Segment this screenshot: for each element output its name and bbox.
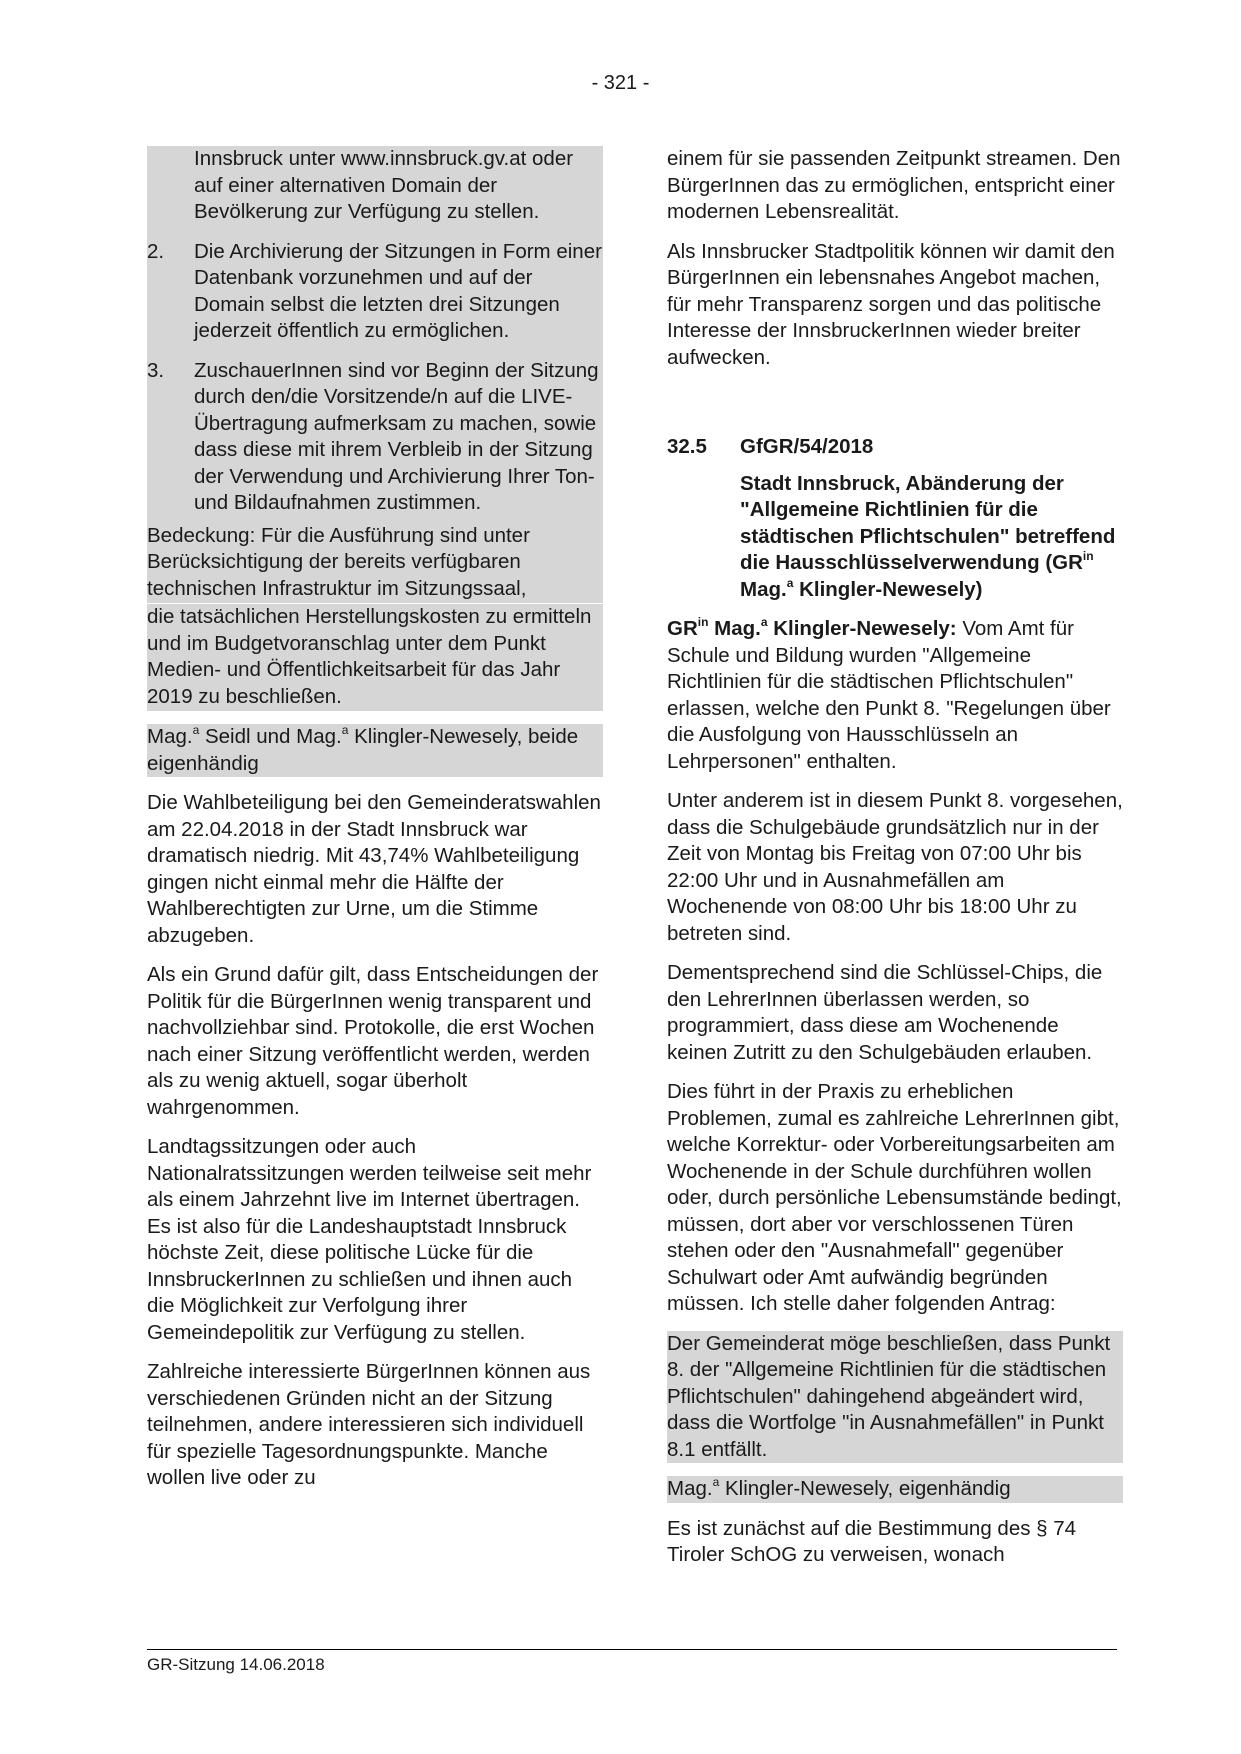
paragraph: Als Innsbrucker Stadtpolitik können wir damit den BürgerInnen ein lebensnahes Angebot machen, für mehr Transparenz sorgen und das politische Interesse der InnsbruckerInnen wieder breiter aufwecken. <box>667 239 1115 369</box>
speaker-title: GR <box>667 617 698 640</box>
paragraph: Landtagssitzungen oder auch Nationalratssitzungen werden teilweise seit mehr als einem Jahrzehnt live im Internet übertragen. Es ist also für die Landeshauptstadt Innsbruck höchste Zeit, diese politische Lücke für die InnsbruckerInnen zu schließen und ihnen auch die Möglichkeit zur Verfolgung ihrer Gemeindepolitik zur Verfügung zu stellen. <box>147 1135 592 1344</box>
list-item-text: ZuschauerInnen sind vor Beginn der Sitzung durch den/die Vorsitzende/n auf die LIVE-Übertragung aufmerksam zu machen, sowie dass diese mit ihrem Verbleib in der Sitzung der Verwendung und Archivierung Ihrer Ton- und Bildaufnahmen zustimmen. <box>194 358 599 514</box>
section-title-text: Stadt Innsbruck, Abänderung der "Allgemeine Richtlinien für die städtischen Pflichtschulen" betreffend die Hausschlüsselverwendung (GR <box>740 471 1116 574</box>
list-item <box>147 239 603 358</box>
motion-block-left <box>147 146 603 711</box>
paragraph: Zahlreiche interessierte BürgerInnen können aus verschiedenen Gründen nicht an der Sitzung teilnehmen, andere interessieren sich individuell für spezielle Tagesordnungspunkte. Manche wollen live oder zu <box>147 1360 591 1489</box>
list-item-text: Die Archivierung der Sitzungen in Form einer Datenbank vorzunehmen und auf der Domain selbst die letzten drei Sitzungen jederzeit öffentlich zu ermöglichen. <box>194 239 602 342</box>
signature-sup-2: a <box>341 723 349 738</box>
section-heading <box>667 434 1123 461</box>
paragraph: Die Wahlbeteiligung bei den Gemeinderatswahlen am 22.04.2018 in der Stadt Innsbruck war dramatisch niedrig. Mit 43,74% Wahlbeteiligung gingen nicht einmal mehr die Hälfte der Wahlberechtigten zur Urne, um die Stimme abzugeben. <box>147 791 601 947</box>
list-item-number: 2. <box>147 239 165 263</box>
paragraph: Dies führt in der Praxis zu erheblichen Problemen, zumal es zahlreiche LehrerInnen gibt, welche Korrektur- oder Vorbereitungsarbeiten am Wochenende in der Schule durchführen wollen oder, durch persönliche Lebensumstände bedingt, müssen, dort aber vor verschlossenen Türen stehen oder den "Ausnahmefall" gegenüber Schulwart oder Amt aufwändig begründen müssen. Ich stelle daher folgenden Antrag: <box>667 1080 1122 1315</box>
list-item-continuation <box>147 146 603 239</box>
section-title <box>740 471 1123 604</box>
footer-text: GR-Sitzung 14.06.2018 <box>147 1655 325 1674</box>
section-code: GfGR/54/2018 <box>740 435 874 458</box>
paragraph: Als ein Grund dafür gilt, dass Entscheidungen der Politik für die BürgerInnen wenig transparent und nachvollziehbar sind. Protokolle, die erst Wochen nach einer Sitzung veröffentlicht werden, werden als zu wenig aktuell, sogar überholt wahrgenommen. <box>147 963 599 1119</box>
list-item <box>147 358 603 523</box>
signature-names: Seidl und <box>199 725 297 748</box>
paragraph: Es ist zunächst auf die Bestimmung des § 74 Tiroler SchOG zu verweisen, wonach <box>667 1516 1077 1566</box>
paragraph: Dementsprechend sind die Schlüssel-Chips, die den LehrerInnen überlassen werden, so programmiert, dass diese am Wochenende keinen Zutritt zu den Schulgebäuden erlauben. <box>667 961 1103 1064</box>
paragraph: einem für sie passenden Zeitpunkt streamen. Den BürgerInnen das zu ermöglichen, entspricht einer modernen Lebensrealität. <box>667 147 1121 223</box>
left-column <box>147 146 603 1505</box>
section-title-sup: a <box>786 575 794 590</box>
coverage-text-2: die tatsächlichen Herstellungskosten zu ermitteln und im Budgetvoranschlag unter dem Punkt Medien- und Öffentlichkeitsarbeit für das Jahr 2019 zu beschließen. <box>147 603 603 711</box>
list-item-number: 3. <box>147 358 165 382</box>
signature-title: Mag. <box>667 1477 713 1500</box>
section-title-sup: in <box>1082 549 1094 564</box>
motion-block-right: Der Gemeinderat möge beschließen, dass Punkt 8. der "Allgemeine Richtlinien für die städtischen Pflichtschulen" dahingehend abgeändert wird, dass die Wortfolge "in Ausnahmefällen" in Punkt 8.1 entfällt. <box>667 1331 1123 1464</box>
signature-sup-1: a <box>192 723 200 738</box>
list-item-text: Innsbruck unter www.innsbruck.gv.at oder auf einer alternativen Domain der Bevölkerung zur Verfügung zu stellen. <box>194 147 574 223</box>
signature-names: Klingler-Newesely, eigenhändig <box>719 1477 1011 1500</box>
speaker-sup: in <box>697 615 709 630</box>
signature-left <box>147 724 603 777</box>
paragraph: Unter anderem ist in diesem Punkt 8. vorgesehen, dass die Schulgebäude grundsätzlich nur in der Zeit von Montag bis Freitag von 07:00 Uhr bis 22:00 Uhr und in Ausnahmefällen am Wochenende von 08:00 Uhr bis 18:00 Uhr zu betreten sind. <box>667 789 1123 945</box>
section-title-text: Klingler-Newesely) <box>793 577 983 601</box>
right-column <box>667 146 1123 1582</box>
speaker-sup: a <box>760 615 768 630</box>
section-number: 32.5 <box>667 435 707 458</box>
signature-suffix: Klingler-Newesely, beide eigenhändig <box>147 725 579 775</box>
coverage-text-1: Bedeckung: Für die Ausführung sind unter Berücksichtigung der bereits verfügbaren technischen Infrastruktur im Sitzungssaal, <box>147 523 530 600</box>
speaker-title: Mag. <box>708 617 761 640</box>
footer-divider <box>147 1649 1117 1650</box>
signature-title-2: Mag. <box>296 725 342 748</box>
signature-right <box>667 1476 1123 1503</box>
speaker-name: Klingler-Newesely: <box>767 617 957 640</box>
signature-title-1: Mag. <box>147 725 193 748</box>
section-title-text: Mag. <box>740 577 787 601</box>
speaker-text: Vom Amt für Schule und Bildung wurden "Allgemeine Richtlinien für die städtischen Pflichtschulen" erlassen, welche den Punkt 8. "Regelungen über die Ausfolgung von Hausschlüsseln an Lehrpersonen" enthalten. <box>667 617 1111 773</box>
speaker-paragraph <box>667 616 1123 775</box>
page-number: - 321 - <box>591 72 650 94</box>
signature-sup: a <box>712 1475 720 1490</box>
